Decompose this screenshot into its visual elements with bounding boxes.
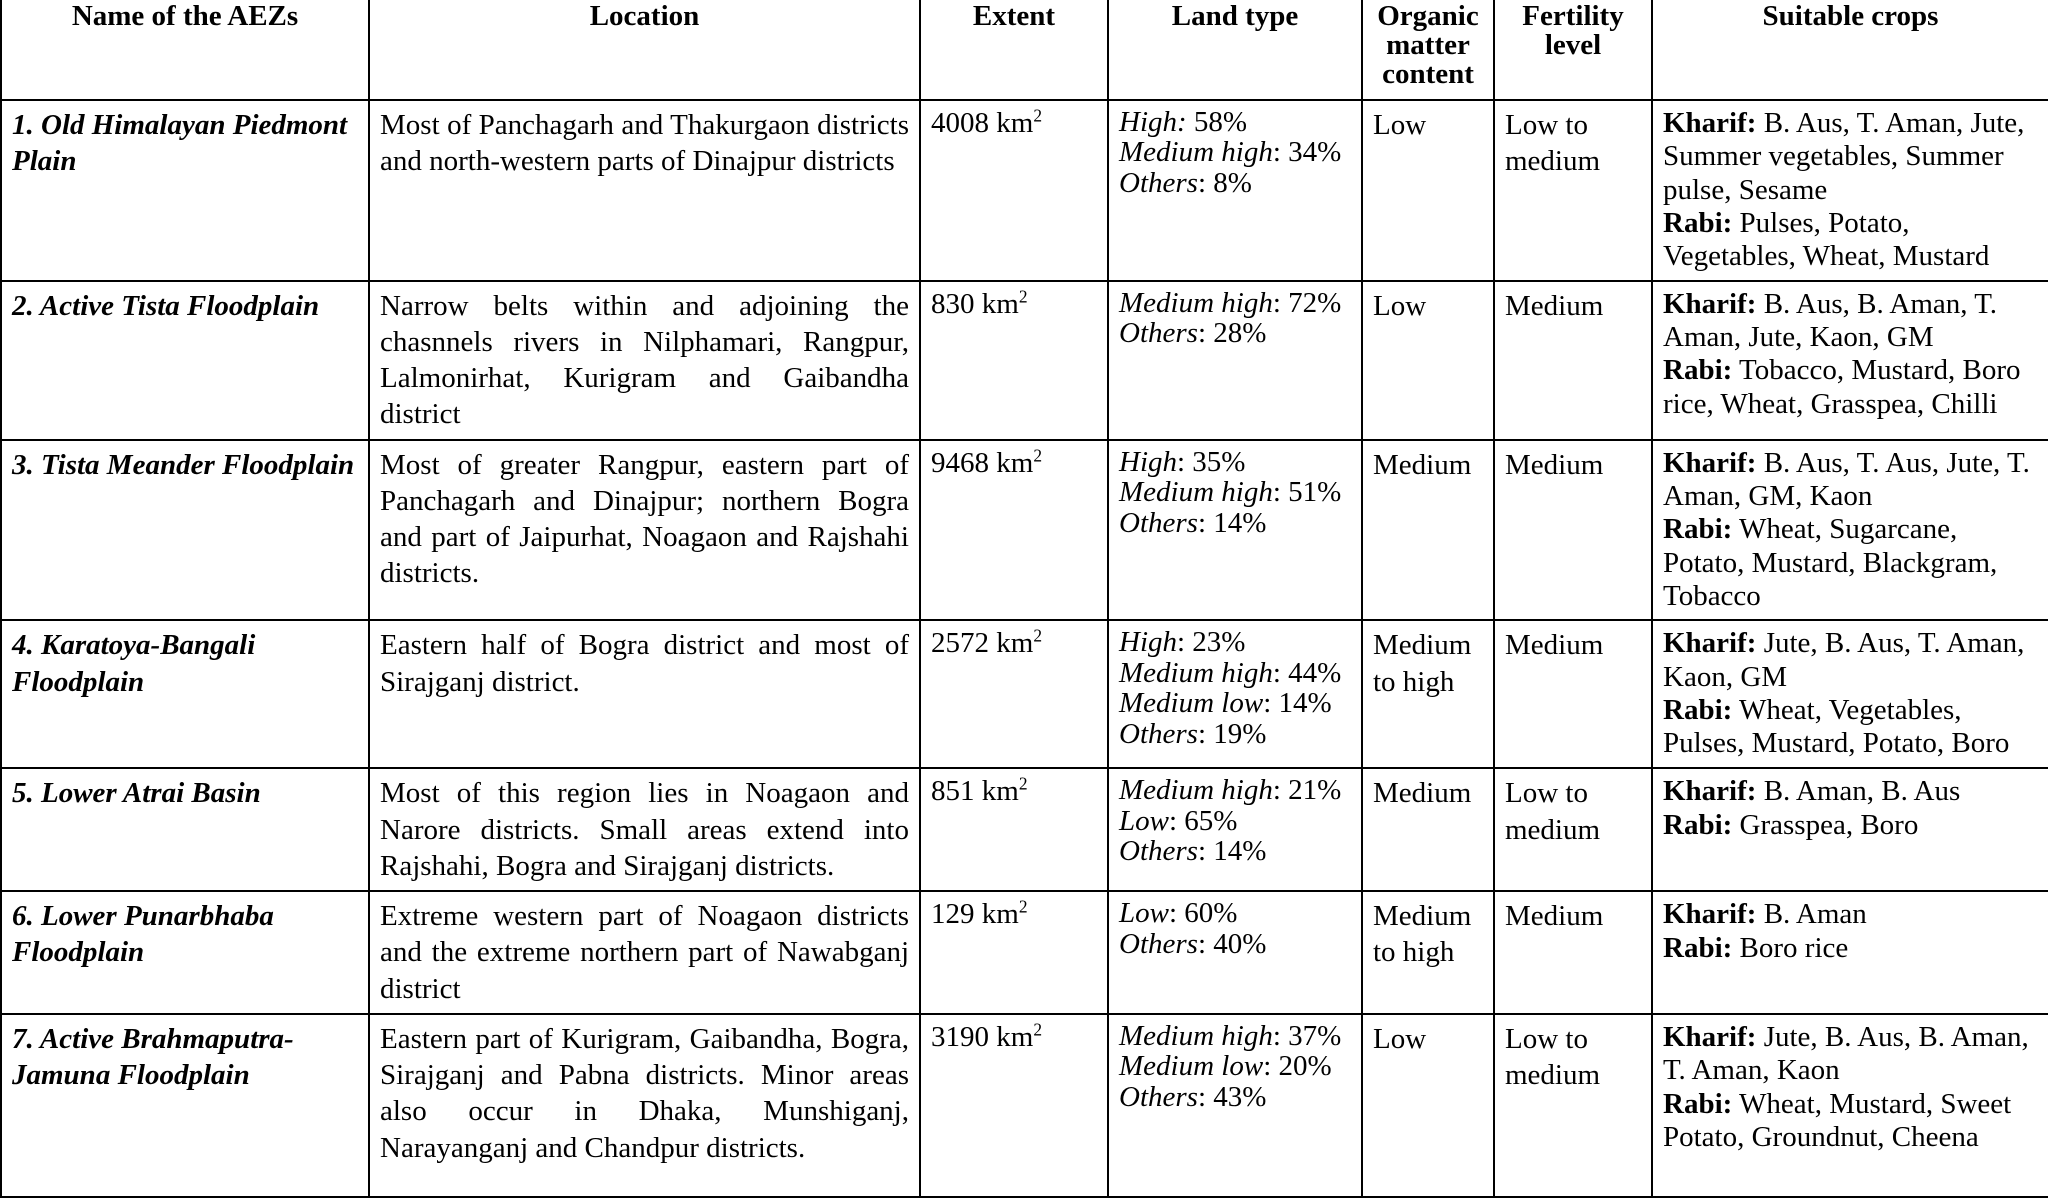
location-text: Eastern part of Kurigram, Gaibandha, Bogra, Sirajganj and Pabna districts. Minor areas also occur in Dhaka, Munshiganj, Narayanganj and Chandpur districts. — [380, 1022, 909, 1164]
rabi-label: Rabi: — [1663, 931, 1733, 964]
kharif-list: B. Aus, T. Aus, Jute, T. Aman, GM, Kaon — [1663, 446, 2030, 513]
table-row — [1, 440, 2048, 621]
table-body — [1, 100, 2048, 1197]
organic-matter-value: Low — [1373, 1022, 1427, 1055]
fertility-value: Low to medium — [1505, 777, 1601, 846]
land-type-percent: : 51% — [1272, 476, 1342, 509]
fertility-cell — [1494, 620, 1652, 768]
aez-name-cell — [1, 440, 369, 621]
fertility-cell — [1494, 100, 1652, 281]
header-organic-matter: Organic matter content — [1362, 0, 1494, 100]
extent-cell — [920, 620, 1108, 768]
rabi-crops — [1663, 513, 2038, 613]
kharif-list: B. Aus, B. Aman, T. Aman, Jute, Kaon, GM — [1663, 287, 1998, 354]
rabi-crops — [1663, 1088, 2038, 1155]
land-type-label: Medium high — [1119, 774, 1273, 807]
location-cell — [369, 440, 920, 621]
land-type-cell — [1108, 100, 1362, 281]
rabi-list: Boro rice — [1732, 931, 1849, 964]
header-location: Location — [369, 0, 920, 100]
location-text: Extreme western part of Noagaon districts and the extreme northern part of Nawabganj district — [380, 900, 909, 1005]
land-type-cell — [1108, 768, 1362, 891]
kharif-crops — [1663, 107, 2038, 207]
land-type-label: Medium high — [1119, 476, 1273, 509]
land-type-label: High — [1119, 626, 1177, 659]
land-type-percent: : 40% — [1197, 927, 1267, 960]
land-type-cell — [1108, 440, 1362, 621]
kharif-list: B. Aman, B. Aus — [1756, 775, 1961, 808]
land-type-label: Medium low — [1119, 687, 1264, 720]
land-type-percent: : 60% — [1168, 897, 1238, 930]
location-cell — [369, 891, 920, 1014]
suitable-crops-cell — [1652, 440, 2048, 621]
land-type-percent: : 14% — [1197, 506, 1267, 539]
kharif-list: Jute, B. Aus, B. Aman, T. Aman, Kaon — [1663, 1020, 2029, 1087]
extent-cell — [920, 891, 1108, 1014]
rabi-list: Tobacco, Mustard, Boro rice, Wheat, Grasspea, Chilli — [1663, 354, 2021, 420]
suitable-crops-cell — [1652, 768, 2048, 891]
organic-matter-value: Low — [1373, 109, 1427, 141]
aez-name: 2. Active Tista Floodplain — [12, 289, 320, 322]
location-cell — [369, 100, 920, 281]
land-type-percent: : 44% — [1272, 656, 1342, 689]
extent-unit-exponent: 2 — [1018, 773, 1028, 794]
land-type-label: Others — [1119, 166, 1198, 199]
extent-unit-exponent: 2 — [1033, 1019, 1043, 1040]
fertility-cell — [1494, 891, 1652, 1014]
rabi-list: Grasspea, Boro — [1732, 808, 1919, 841]
organic-matter-value: Medium to high — [1373, 629, 1472, 698]
extent-cell — [920, 100, 1108, 281]
aez-name: 3. Tista Meander Floodplain — [12, 448, 355, 481]
rabi-label: Rabi: — [1663, 694, 1733, 727]
fertility-value: Medium — [1505, 629, 1604, 662]
extent-value: 2572 — [931, 627, 989, 660]
fertility-cell — [1494, 440, 1652, 621]
fertility-value: Medium — [1505, 289, 1604, 322]
location-text: Most of this region lies in Noagaon and Narore districts. Small areas extend into Rajshahi, Bogra and Sirajganj districts. — [380, 777, 909, 882]
extent-unit: km — [996, 1020, 1034, 1053]
land-type-cell — [1108, 1014, 1362, 1197]
rabi-crops — [1663, 354, 2038, 421]
extent-cell — [920, 1014, 1108, 1197]
land-type-entry — [1119, 806, 1351, 836]
table-row — [1, 281, 2048, 440]
land-type-percent: : 34% — [1272, 136, 1342, 169]
extent-value: 9468 — [931, 446, 989, 479]
land-type-label: High — [1119, 445, 1177, 478]
land-type-percent: : 14% — [1197, 835, 1267, 868]
land-type-percent: : 43% — [1197, 1080, 1267, 1113]
extent-unit-exponent: 2 — [1018, 286, 1028, 307]
extent-unit-exponent: 2 — [1033, 105, 1043, 126]
land-type-label: Medium high — [1119, 286, 1273, 319]
fertility-value: Medium — [1505, 900, 1604, 933]
extent-unit: km — [981, 775, 1019, 808]
extent-cell — [920, 440, 1108, 621]
organic-matter-cell — [1362, 1014, 1494, 1197]
kharif-crops — [1663, 898, 2038, 931]
fertility-value: Low to medium — [1505, 1022, 1601, 1092]
header-suitable-crops: Suitable crops — [1652, 0, 2048, 100]
land-type-percent: : 65% — [1168, 804, 1238, 837]
kharif-crops — [1663, 288, 2038, 355]
suitable-crops-cell — [1652, 100, 2048, 281]
land-type-entry — [1119, 508, 1351, 538]
rabi-list: Wheat, Mustard, Sweet Potato, Groundnut, Cheena — [1663, 1087, 2012, 1153]
extent-value: 830 — [931, 287, 975, 320]
location-cell — [369, 620, 920, 768]
land-type-entry — [1119, 929, 1351, 959]
land-type-percent: : 72% — [1272, 286, 1342, 319]
land-type-entry — [1119, 688, 1351, 718]
land-type-entry — [1119, 1051, 1351, 1081]
land-type-cell — [1108, 281, 1362, 440]
extent-value: 4008 — [931, 107, 989, 139]
extent-cell — [920, 281, 1108, 440]
land-type-entry — [1119, 1021, 1351, 1051]
land-type-entry — [1119, 627, 1351, 657]
organic-matter-cell — [1362, 100, 1494, 281]
land-type-label: Medium high — [1119, 1019, 1273, 1052]
kharif-label: Kharif: — [1663, 775, 1757, 808]
header-fertility: Fertility level — [1494, 0, 1652, 100]
kharif-crops — [1663, 447, 2038, 514]
rabi-crops — [1663, 932, 2038, 965]
suitable-crops-cell — [1652, 620, 2048, 768]
organic-matter-cell — [1362, 891, 1494, 1014]
land-type-label: High: — [1119, 106, 1187, 138]
extent-unit: km — [996, 107, 1034, 139]
aez-name-cell — [1, 281, 369, 440]
extent-unit: km — [996, 627, 1034, 660]
kharif-crops — [1663, 627, 2038, 694]
rabi-label: Rabi: — [1663, 513, 1733, 546]
kharif-label: Kharif: — [1663, 107, 1757, 139]
header-row — [1, 0, 2048, 100]
rabi-crops — [1663, 809, 2038, 842]
land-type-percent: 58% — [1186, 106, 1248, 138]
table-row — [1, 1014, 2048, 1197]
land-type-label: Low — [1119, 897, 1169, 930]
fertility-cell — [1494, 281, 1652, 440]
land-type-label: Others — [1119, 835, 1198, 868]
aez-name-cell — [1, 768, 369, 891]
extent-unit: km — [981, 287, 1019, 320]
location-cell — [369, 1014, 920, 1197]
rabi-label: Rabi: — [1663, 354, 1733, 387]
aez-name: 7. Active Brahmaputra-Jamuna Floodplain — [12, 1022, 294, 1092]
extent-unit-exponent: 2 — [1018, 896, 1028, 917]
land-type-percent: : 23% — [1177, 626, 1246, 659]
location-text: Eastern half of Bogra district and most of Sirajganj district. — [380, 629, 909, 698]
organic-matter-value: Medium — [1373, 777, 1472, 810]
land-type-entry — [1119, 477, 1351, 507]
organic-matter-cell — [1362, 440, 1494, 621]
table-row — [1, 891, 2048, 1014]
kharif-crops — [1663, 775, 2038, 808]
rabi-label: Rabi: — [1663, 808, 1733, 841]
organic-matter-value: Medium to high — [1373, 900, 1472, 969]
land-type-cell — [1108, 620, 1362, 768]
land-type-entry — [1119, 107, 1351, 137]
rabi-crops — [1663, 694, 2038, 761]
table-row — [1, 100, 2048, 281]
kharif-list: Jute, B. Aus, T. Aman, Kaon, GM — [1663, 627, 2025, 693]
fertility-cell — [1494, 768, 1652, 891]
land-type-entry — [1119, 137, 1351, 167]
suitable-crops-cell — [1652, 891, 2048, 1014]
aez-name: 1. Old Himalayan Piedmont Plain — [12, 109, 348, 178]
organic-matter-value: Low — [1373, 289, 1427, 322]
aez-name: 4. Karatoya-Bangali Floodplain — [12, 629, 256, 698]
land-type-cell — [1108, 891, 1362, 1014]
kharif-label: Kharif: — [1663, 898, 1757, 931]
rabi-list: Pulses, Potato, Vegetables, Wheat, Mustard — [1663, 207, 1990, 273]
aez-name: 6. Lower Punarbhaba Floodplain — [12, 900, 274, 969]
land-type-percent: : 8% — [1197, 166, 1252, 199]
extent-unit: km — [981, 898, 1019, 931]
land-type-entry — [1119, 719, 1351, 749]
header-extent: Extent — [920, 0, 1108, 100]
organic-matter-cell — [1362, 281, 1494, 440]
fertility-cell — [1494, 1014, 1652, 1197]
land-type-label: Medium high — [1119, 656, 1273, 689]
kharif-crops — [1663, 1021, 2038, 1088]
aez-name-cell — [1, 1014, 369, 1197]
land-type-entry — [1119, 168, 1351, 198]
land-type-entry — [1119, 447, 1351, 477]
organic-matter-cell — [1362, 768, 1494, 891]
organic-matter-value: Medium — [1373, 448, 1472, 481]
land-type-percent: : 14% — [1263, 687, 1332, 720]
land-type-entry — [1119, 318, 1351, 348]
land-type-percent: : 21% — [1272, 774, 1342, 807]
extent-value: 3190 — [931, 1020, 989, 1053]
land-type-entry — [1119, 836, 1351, 866]
land-type-label: Others — [1119, 506, 1198, 539]
land-type-entry — [1119, 775, 1351, 805]
land-type-label: Medium low — [1119, 1050, 1264, 1083]
header-land-type: Land type — [1108, 0, 1362, 100]
land-type-percent: : 20% — [1263, 1050, 1332, 1083]
land-type-percent: : 19% — [1197, 717, 1267, 750]
land-type-entry — [1119, 1082, 1351, 1112]
extent-value: 851 — [931, 775, 975, 808]
kharif-label: Kharif: — [1663, 1020, 1757, 1053]
table-row — [1, 768, 2048, 891]
kharif-label: Kharif: — [1663, 627, 1757, 660]
fertility-value: Medium — [1505, 448, 1604, 481]
land-type-entry — [1119, 658, 1351, 688]
extent-value: 129 — [931, 898, 975, 931]
aez-name-cell — [1, 620, 369, 768]
kharif-label: Kharif: — [1663, 446, 1757, 479]
rabi-list: Wheat, Sugarcane, Potato, Mustard, Blackgram, Tobacco — [1663, 513, 1998, 613]
kharif-label: Kharif: — [1663, 287, 1757, 320]
rabi-label: Rabi: — [1663, 1087, 1733, 1120]
extent-unit-exponent: 2 — [1033, 625, 1043, 646]
land-type-label: Low — [1119, 804, 1169, 837]
kharif-list: B. Aman — [1756, 898, 1867, 931]
rabi-label: Rabi: — [1663, 207, 1733, 240]
location-text: Most of greater Rangpur, eastern part of Panchagarh and Dinajpur; northern Bogra and part of Jaipurhat, Noagaon and Rajshahi districts. — [380, 448, 909, 590]
aez-name-cell — [1, 891, 369, 1014]
rabi-list: Wheat, Vegetables, Pulses, Mustard, Potato, Boro — [1663, 694, 2010, 760]
location-text: Most of Panchagarh and Thakurgaon districts and north-western parts of Dinajpur districts — [380, 109, 909, 178]
fertility-value: Low to medium — [1505, 109, 1601, 178]
aez-name-cell — [1, 100, 369, 281]
land-type-label: Others — [1119, 1080, 1198, 1113]
header-name: Name of the AEZs — [1, 0, 369, 100]
extent-cell — [920, 768, 1108, 891]
extent-unit: km — [996, 446, 1034, 479]
suitable-crops-cell — [1652, 281, 2048, 440]
table-row — [1, 620, 2048, 768]
location-cell — [369, 281, 920, 440]
land-type-label: Others — [1119, 317, 1198, 350]
land-type-percent: : 37% — [1272, 1019, 1342, 1052]
rabi-crops — [1663, 207, 2038, 274]
land-type-percent: : 28% — [1197, 317, 1267, 350]
land-type-label: Others — [1119, 927, 1198, 960]
land-type-label: Others — [1119, 717, 1198, 750]
land-type-percent: : 35% — [1177, 445, 1246, 478]
location-cell — [369, 768, 920, 891]
land-type-entry — [1119, 898, 1351, 928]
kharif-list: B. Aus, T. Aman, Jute, Summer vegetables, Summer pulse, Sesame — [1663, 107, 2025, 206]
aez-name: 5. Lower Atrai Basin — [12, 777, 261, 810]
location-text: Narrow belts within and adjoining the chasnnels rivers in Nilphamari, Rangpur, Lalmonirhat, Kurigram and Gaibandha district — [380, 289, 909, 431]
suitable-crops-cell — [1652, 1014, 2048, 1197]
land-type-entry — [1119, 288, 1351, 318]
land-type-label: Medium high — [1119, 136, 1273, 169]
extent-unit-exponent: 2 — [1033, 445, 1043, 466]
organic-matter-cell — [1362, 620, 1494, 768]
